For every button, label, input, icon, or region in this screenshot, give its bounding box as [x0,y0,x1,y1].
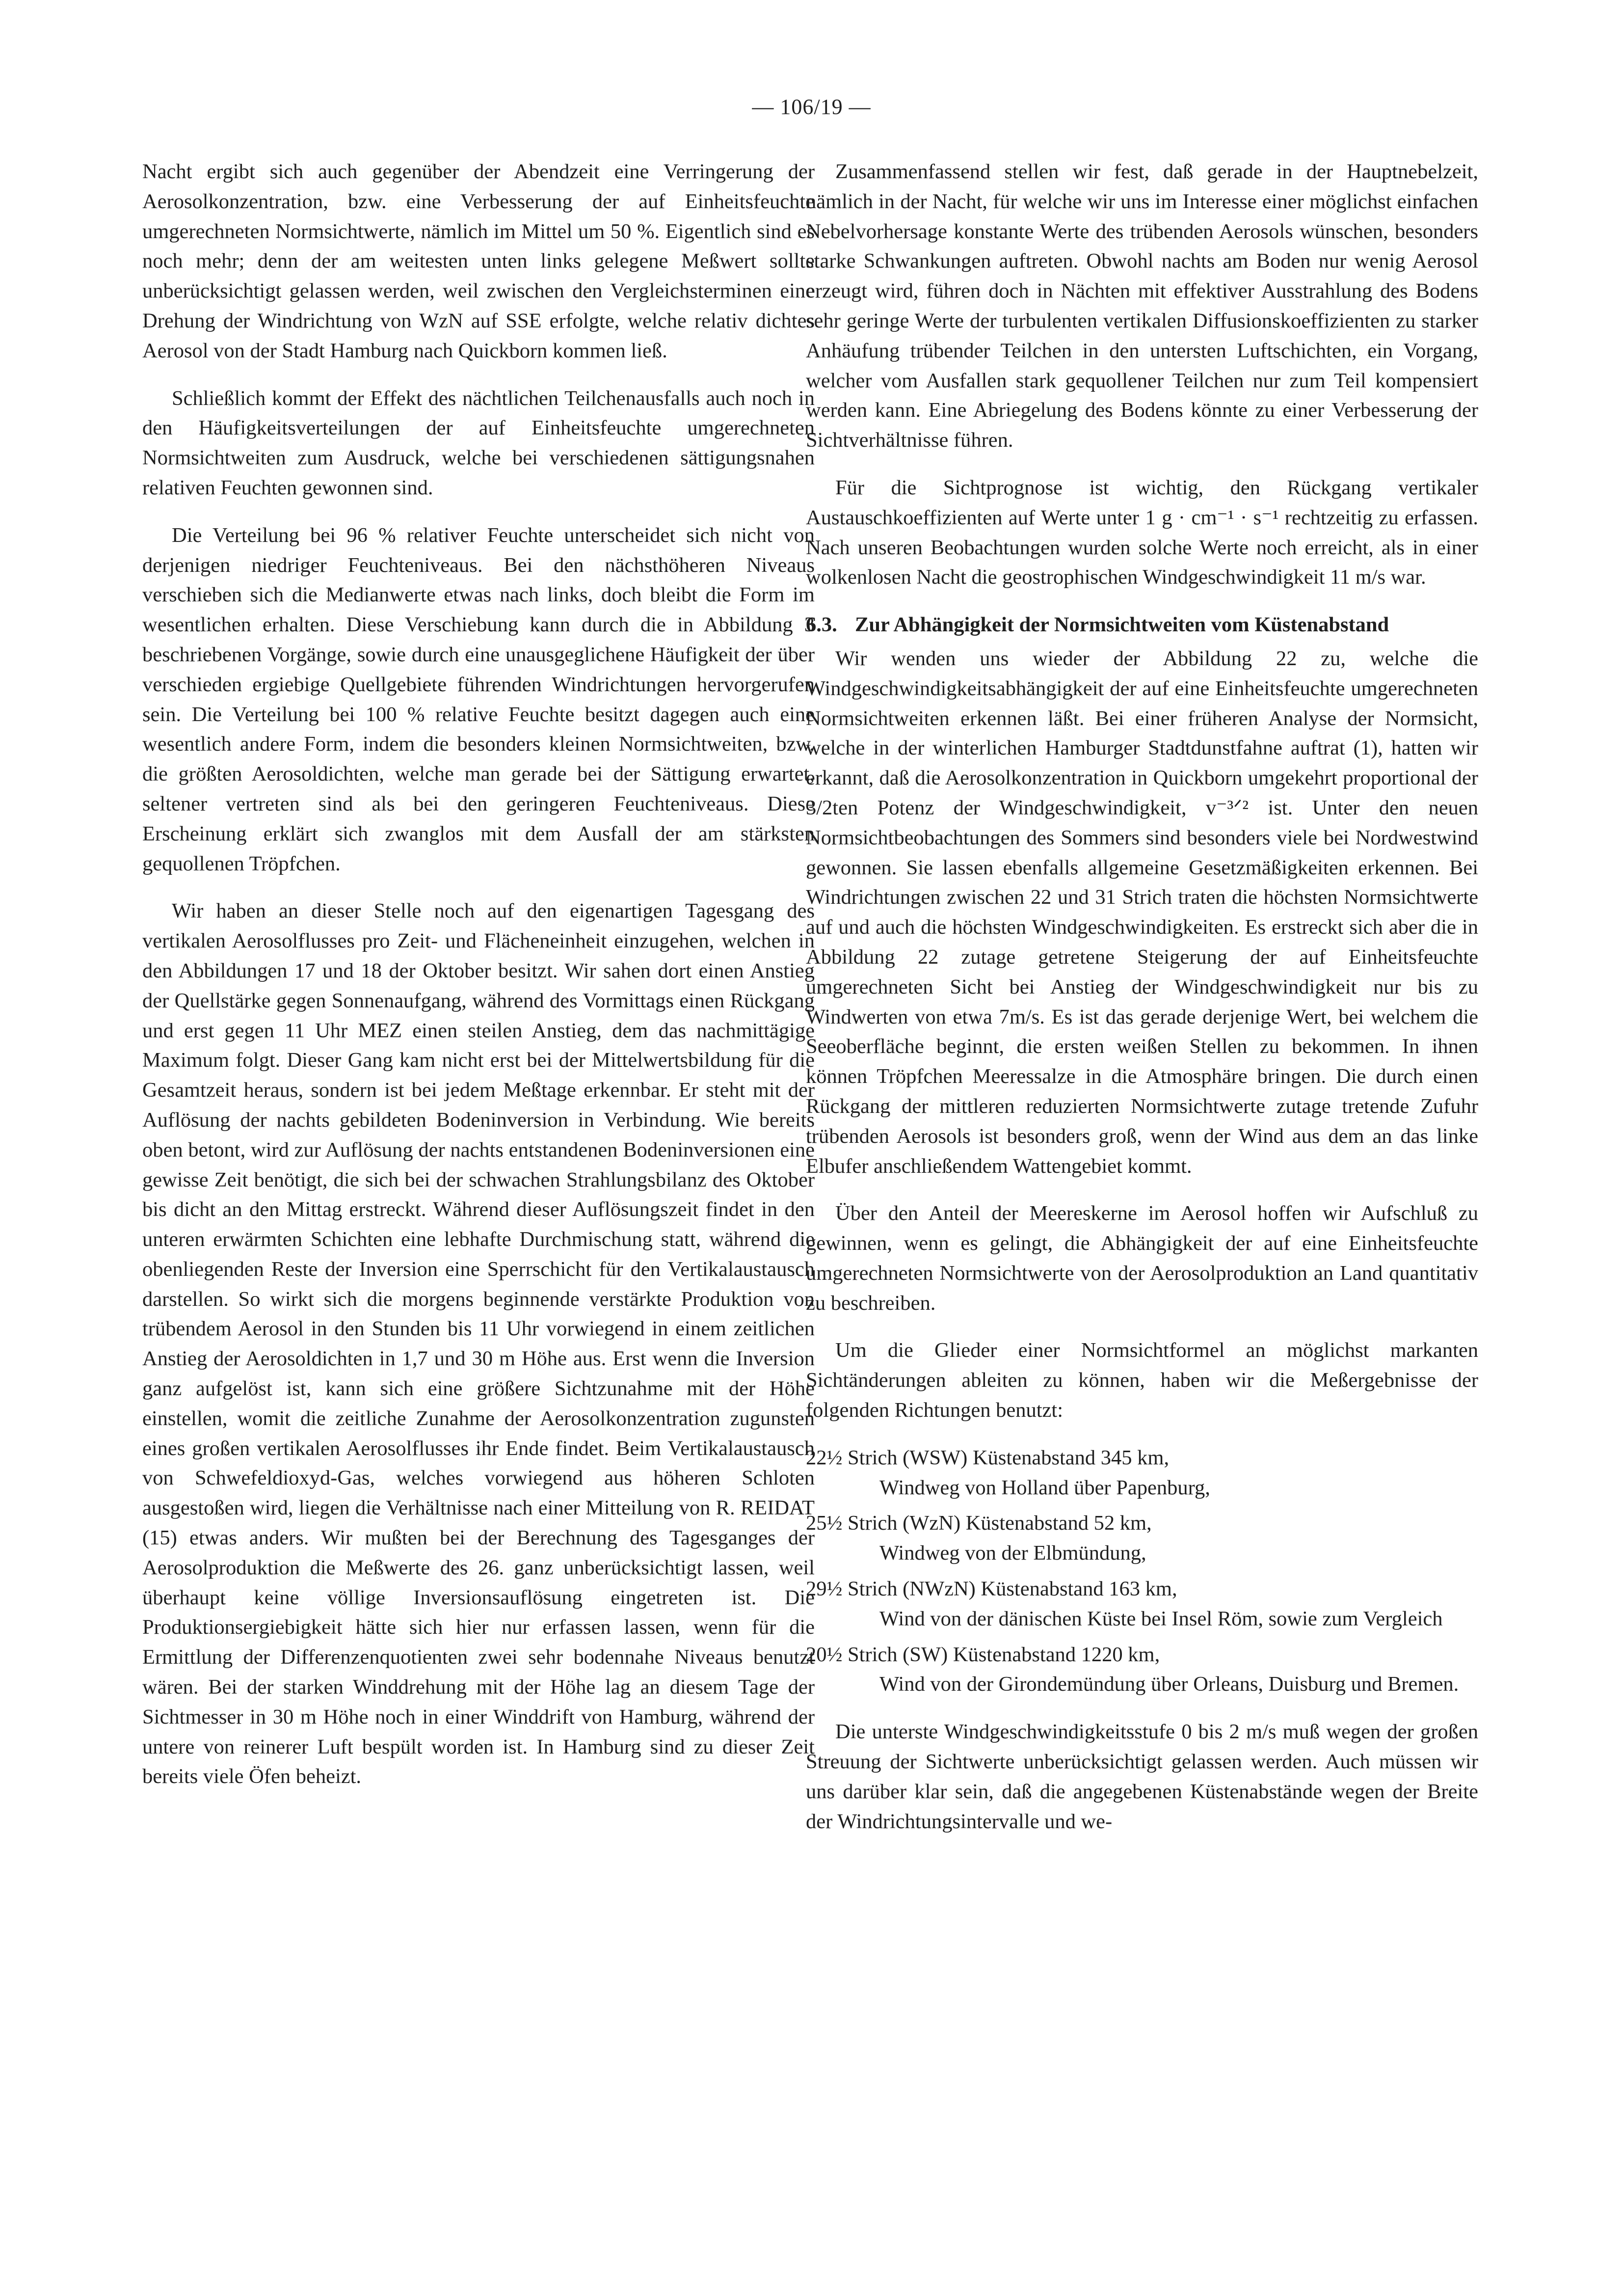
paragraph: Um die Glieder einer Normsichtformel an möglichst markanten Sichtänderungen ableiten zu können, haben wir die Meßergebnisse der folgenden Richtungen benutzt: [806,1339,1478,1422]
direction-line: 20½ Strich (SW) Küstenabstand 1220 km, [806,1643,1160,1666]
paragraph: Über den Anteil der Meereskerne im Aerosol hoffen wir Aufschluß zu gewinnen, wenn es gelingt, die Abhängigkeit der auf eine Einheitsfeuchte umgerechneten Normsichtwerte von der Aerosolproduktion an Land quantitativ zu beschreiben. [806,1202,1478,1315]
direction-line: 29½ Strich (NWzN) Küstenabstand 163 km, [806,1577,1177,1601]
direction-detail: Wind von der dänischen Küste bei Insel Röm, sowie zum Vergleich [879,1607,1443,1630]
list-item [806,1443,1478,1503]
paragraph: Wir wenden uns wieder der Abbildung 22 zu, welche die Windgeschwindigkeitsabhängigkeit der auf eine Einheitsfeuchte umgerechneten Normsichtweiten erkennen läßt. Bei einer früheren Analyse der Normsicht, welche in der winterlichen Hamburger Stadtdunstfahne auftrat (1), hatten wir erkannt, daß die Aerosolkonzentration in Quickborn umgekehrt proportional der 3/2ten Potenz der Windgeschwindigkeit, v⁻³ᐟ² ist. Unter den neuen Normsichtbeobachtungen des Sommers sind besonders viele bei Nordwestwind gewonnen. Sie lassen ebenfalls allgemeine Gesetzmäßigkeiten erkennen. Bei Windrichtungen zwischen 22 und 31 Strich traten die höchsten Normsichtwerte auf und auch die höchsten Windgeschwindigkeiten. Es erstreckt sich aber die in Abbildung 22 zutage getretene Steigerung der auf Einheitsfeuchte umgerechneten Sicht bei Anstieg der Windgeschwindigkeit nur bis zu Windwerten von etwa 7m/s. Es ist das gerade derjenige Wert, bei welchem die Seeoberfläche beginnt, die ersten weißen Stellen zu bekommen. In ihnen können Tröpfchen Meeressalze in die Atmosphäre bringen. Die durch einen Rückgang der mittleren reduzierten Normsichtwerte zutage tretende Zufuhr trübenden Aerosols ist besonders groß, wenn der Wind aus dem an das linke Elbufer anschließendem Wattengebiet kommt. [806,647,1478,1178]
paragraph: Nacht ergibt sich auch gegenüber der Abendzeit eine Verringerung der Aerosolkonzentration, bzw. eine Verbesserung der auf Einheitsfeuchte umgerechneten Normsichtwerte, nämlich im Mittel um 50 %. Eigentlich sind es noch mehr; denn der am weitesten unten links gelegene Meßwert sollte unberücksichtigt gelassen werden, weil zwischen den Vergleichsterminen eine Drehung der Windrichtung von WzN auf SSE erfolgte, welche relativ dichtes Aerosol von der Stadt Hamburg nach Quickborn kommen ließ. [142,160,815,362]
direction-list [806,1443,1478,1700]
section-number: 6.3. [806,613,837,637]
page-number: — 106/19 — [752,95,871,119]
direction-detail: Wind von der Girondemündung über Orleans, Duisburg und Bremen. [879,1673,1459,1696]
list-item [806,1574,1478,1634]
paragraph: Für die Sichtprognose ist wichtig, den Rückgang vertikaler Austauschkoeffizienten auf Werte unter 1 g · cm⁻¹ · s⁻¹ rechtzeitig zu erfassen. Nach unseren Beobachtungen wurden solche Werte noch erreicht, als in einer wolkenlosen Nacht die geostrophischen Windgeschwindigkeit 11 m/s war. [806,476,1478,589]
direction-line: 22½ Strich (WSW) Küstenabstand 345 km, [806,1446,1170,1469]
paragraph: Wir haben an dieser Stelle noch auf den eigenartigen Tagesgang des vertikalen Aerosolflusses pro Zeit- und Flächeneinheit einzugehen, welchen in den Abbildungen 17 und 18 der Oktober besitzt. Wir sahen dort einen Anstieg der Quellstärke gegen Sonnenaufgang, während des Vormittags einen Rückgang und erst gegen 11 Uhr MEZ einen steilen Anstieg, dem das nachmittägige Maximum folgt. Dieser Gang kam nicht erst bei der Mittelwertsbildung für die Gesamtzeit heraus, sondern ist bei jedem Meßtage erkennbar. Er steht mit der Auflösung der nachts gebildeten Bodeninversion in Verbindung. Wie bereits oben betont, wird zur Auflösung der nachts entstandenen Bodeninversionen eine gewisse Zeit benötigt, die sich bei der schwachen Strahlungsbilanz des Oktober bis dicht an den Mittag erstreckt. Während dieser Auflösungszeit findet in den unteren erwärmten Schichten eine lebhafte Durchmischung statt, während die obenliegenden Reste der Inversion eine Sperrschicht für den Vertikalaustausch darstellen. So wirkt sich die morgens beginnende verstärkte Produktion von trübendem Aerosol in den Stunden bis 11 Uhr vorwiegend in einem zeitlichen Anstieg der Aerosoldichten in 1,7 und 30 m Höhe aus. Erst wenn die Inversion ganz aufgelöst ist, kann sich eine größere Sichtzunahme mit der Höhe einstellen, womit die zeitliche Zunahme der Aerosolkonzentration zugunsten eines großen vertikalen Aerosolflusses ihr Ende findet. Beim Vertikalaustausch von Schwefeldioxyd-Gas, welches vorwiegend aus höheren Schloten ausgestoßen wird, liegen die Verhältnisse nach einer Mitteilung von R. REIDAT (15) etwas anders. Wir mußten bei der Berechnung des Tagesganges der Aerosolproduktion die Meßwerte des 26. ganz unberücksichtigt lassen, weil überhaupt keine völlige Inversionsauflösung eingetreten ist. Die Produktionsergiebigkeit hätte sich hier nur erfassen lassen, wenn für die Ermittlung der Differenzenquotienten zwei sehr bodennahe Niveaus benutzt wären. Bei der starken Winddrehung mit der Höhe lag an diesem Tage der Sichtmesser in 30 m Höhe noch in einer Winddrift von Hamburg, während der untere von reinerer Luft bespült worden ist. In Hamburg sind zu dieser Zeit bereits viele Öfen beheizt. [142,899,815,1788]
paragraph: Die Verteilung bei 96 % relativer Feuchte unterscheidet sich nicht von derjenigen niedriger Feuchteniveaus. Bei den nächsthöheren Niveaus verschieben sich die Medianwerte etwas nach links, doch bleibt die Form im wesentlichen erhalten. Diese Verschiebung kann durch die in Abbildung 3 beschriebenen Vorgänge, sowie durch eine unausgeglichene Häufigkeit der über verschieden ergiebige Quellgebiete führenden Windrichtungen hervorgerufen sein. Die Verteilung bei 100 % relative Feuchte besitzt dagegen auch eine wesentlich andere Form, indem die besonders kleinen Normsichtweiten, bzw. die größten Aerosoldichten, welche man gerade bei der Sättigung erwartet, seltener vertreten sind als bei den geringeren Feuchteniveaus. Diese Erscheinung erklärt sich zwanglos mit dem Ausfall der am stärksten gequollenen Tröpfchen. [142,523,815,875]
paragraph: Die unterste Windgeschwindigkeitsstufe 0 bis 2 m/s muß wegen der großen Streuung der Sichtwerte unberücksichtigt gelassen werden. Auch müssen wir uns darüber klar sein, daß die angegebenen Küstenabstände wegen der Breite der Windrichtungsintervalle und we- [806,1720,1478,1833]
paragraph: Zusammenfassend stellen wir fest, daß gerade in der Hauptnebelzeit, nämlich in der Nacht, für welche wir uns im Interesse einer möglichst einfachen Nebelvorhersage konstante Werte des trübenden Aerosols wünschen, besonders starke Schwankungen auftreten. Obwohl nachts am Boden nur wenig Aerosol erzeugt wird, führen doch in Nächten mit effektiver Ausstrahlung des Bodens sehr geringe Werte der turbulenten vertikalen Diffusionskoeffizienten zu starker Anhäufung trübender Teilchen in den untersten Luftschichten, ein Vorgang, welcher vom Ausfallen stark gequollener Teilchen nur zum Teil kompensiert werden kann. Eine Abriegelung des Bodens könnte zu einer Verbesserung der Sichtverhältnisse führen. [806,160,1478,452]
direction-line: 25½ Strich (WzN) Küstenabstand 52 km, [806,1512,1152,1535]
paragraph: Schließlich kommt der Effekt des nächtlichen Teilchenausfalls auch noch in den Häufigkeitsverteilungen der auf Einheitsfeuchte umgerechneten Normsichtweiten zum Ausdruck, welche bei verschiedenen sättigungsnahen relativen Feuchten gewonnen sind. [142,386,815,499]
direction-detail: Windweg von der Elbmündung, [879,1541,1146,1565]
right-column [806,157,1478,1854]
list-item [806,1509,1478,1568]
section-title: Zur Abhängigkeit der Normsichtweiten vom Küstenabstand [855,613,1389,637]
section-heading [806,610,1478,640]
list-item [806,1640,1478,1700]
left-column [142,157,815,1810]
direction-detail: Windweg von Holland über Papenburg, [879,1476,1210,1499]
